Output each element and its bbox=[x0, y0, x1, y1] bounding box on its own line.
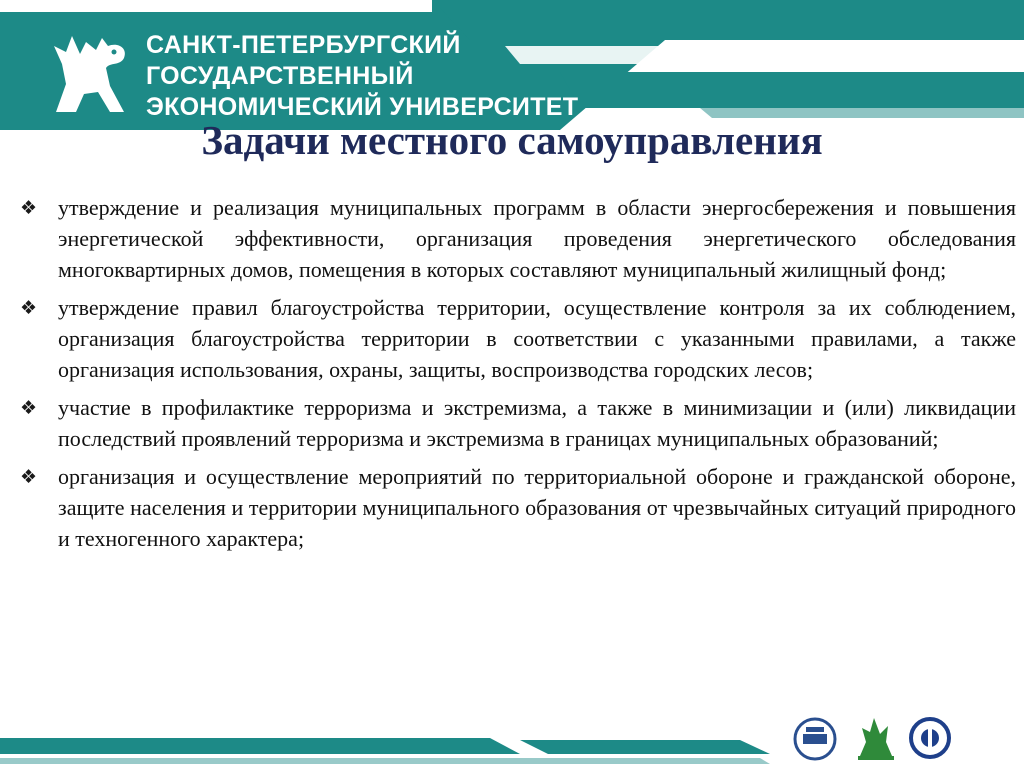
university-name-line: ГОСУДАРСТВЕННЫЙ bbox=[146, 62, 414, 90]
partner-logo-1-icon bbox=[790, 712, 840, 762]
partner-logo-2-icon bbox=[850, 712, 900, 762]
list-item-text: участие в профилактике терроризма и экстремизма, а также в минимизации и (или) ликвидации последствий проявлений терроризма и экстремизма в границах муниципальных образований; bbox=[58, 395, 1016, 451]
partner-logo-3-icon bbox=[905, 712, 955, 762]
university-name bbox=[146, 30, 578, 123]
task-list bbox=[18, 192, 1016, 561]
list-item-text: утверждение правил благоустройства территории, осуществление контроля за их соблюдением, организация благоустройства территории в соответствии с указанными правилами, а также организация использования, охраны, защиты, воспроизводства городских лесов; bbox=[58, 295, 1016, 382]
griffin-logo-icon bbox=[36, 24, 136, 116]
diamond-bullet-icon: ❖ bbox=[20, 397, 38, 419]
list-item bbox=[18, 192, 1016, 285]
list-item-text: организация и осуществление мероприятий по территориальной обороне и гражданской обороне, защите населения и территории муниципального образования от чрезвычайных ситуаций природного и техногенного характера; bbox=[58, 464, 1016, 551]
slide-title: Задачи местного самоуправления bbox=[201, 117, 823, 163]
university-name-line: САНКТ-ПЕТЕРБУРГСКИЙ bbox=[146, 31, 461, 59]
list-item-text: утверждение и реализация муниципальных программ в области энергосбережения и повышения энергетической эффективности, организация проведения энергетического обследования многоквартирных домов, помещения в которых составляют муниципальный жилищный фонд; bbox=[58, 195, 1016, 282]
list-item bbox=[18, 392, 1016, 454]
header-banner bbox=[0, 0, 1024, 130]
diamond-bullet-icon: ❖ bbox=[20, 197, 38, 219]
list-item bbox=[18, 461, 1016, 554]
diamond-bullet-icon: ❖ bbox=[20, 466, 38, 488]
university-name-line: ЭКОНОМИЧЕСКИЙ УНИВЕРСИТЕТ bbox=[146, 93, 579, 121]
list-item bbox=[18, 292, 1016, 385]
diamond-bullet-icon: ❖ bbox=[20, 297, 38, 319]
